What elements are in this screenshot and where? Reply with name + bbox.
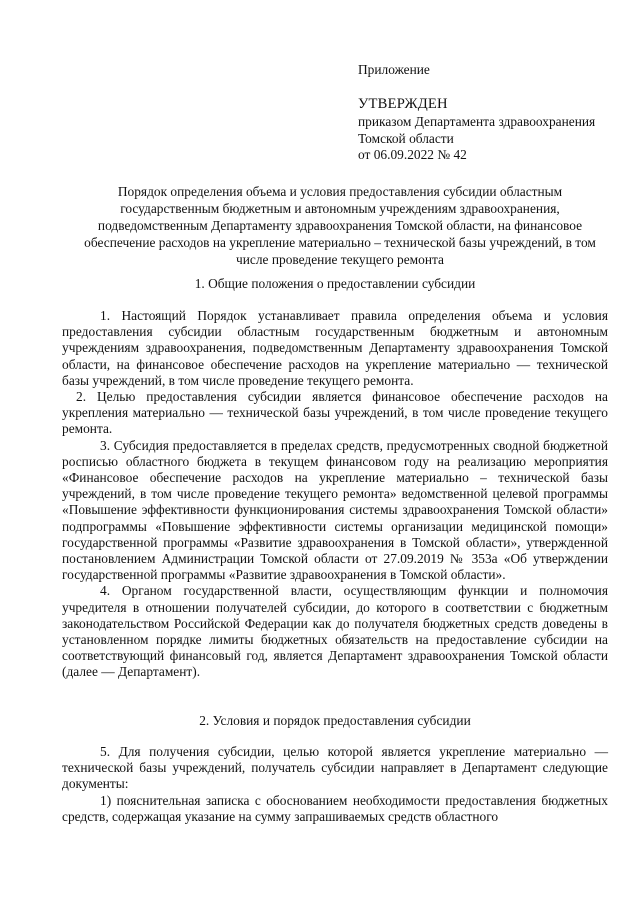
approved-label: УТВЕРЖДЕН <box>358 95 448 112</box>
section-2-heading: 2. Условия и порядок предоставления субсидии <box>199 713 471 728</box>
approval-block <box>358 62 595 164</box>
section-1-body <box>62 308 608 681</box>
paragraph-1: 1. Настоящий Порядок устанавливает правила определения объема и условия предоставления субсидии областным государственным бюджетным и автономным учреждениям здравоохранения, подведомственным Департаменту здравоохранения Томской области, на финансовое обеспечение расходов на укрепление материально — технической базы учреждений, в том числе проведение текущего ремонта. <box>62 308 608 388</box>
paragraph-5: 5. Для получения субсидии, целью которой является укрепление материально — технической базы учреждений, получатель субсидии направляет в Департамент следующие документы: <box>62 744 608 792</box>
approval-line-1: приказом Департамента здравоохранения <box>358 114 596 129</box>
appendix-label: Приложение <box>358 62 430 77</box>
paragraph-3: 3. Субсидия предоставляется в пределах средств, предусмотренных сводной бюджетной росписью областного бюджета в текущем финансовом году на реализацию мероприятия «Финансовое обеспечение расходов на укрепление материально – технической базы учреждений, в том числе проведение текущего ремонта» ведомственной целевой программы «Повышение эффективности функционирования системы здравоохранения Томской области» подпрограммы «Повышение эффективности системы организации медицинской помощи» государственной программы «Развитие здравоохранения в Томской области», утвержденной постановлением Администрации Томской области от 27.09.2019 № 353а «Об утверждении государственной программы «Развитие здравоохранения в Томской области». <box>62 437 608 583</box>
document-title: Порядок определения объема и условия предоставления субсидии областным государственным бюджетным и автономным учреждениям здравоохранения, подведомственным Департаменту здравоохранения Томской области, на финансовое обеспечение расходов на укрепление материально – технической базы учреждений, в том числе проведение текущего ремонта <box>84 184 596 267</box>
approval-line-2: Томской области <box>358 130 454 146</box>
approval-line-3: от 06.09.2022 № 42 <box>358 147 467 162</box>
section-2-body <box>62 744 608 825</box>
paragraph-2: 2. Целью предоставления субсидии является финансовое обеспечение расходов на укрепления материально — технической базы учреждений, в том числе проведение текущего ремонта. <box>62 389 608 437</box>
section-1-heading: 1. Общие положения о предоставлении субсидии <box>194 276 476 291</box>
paragraph-6: 1) пояснительная записка с обоснованием необходимости предоставления бюджетных средств, содержащая указание на сумму запрашиваемых средств областного <box>62 792 608 824</box>
paragraph-4: 4. Органом государственной власти, осуществляющим функции и полномочия учредителя в отношении получателей субсидии, до которого в соответствии с бюджетным законодательством Российской Федерации как до получателя бюджетных средств доведены в установленном порядке лимиты бюджетных обязательств на предоставление субсидии на соответствующий финансовый год, является Департамент здравоохранения Томской области (далее — Департамент). <box>62 583 608 680</box>
